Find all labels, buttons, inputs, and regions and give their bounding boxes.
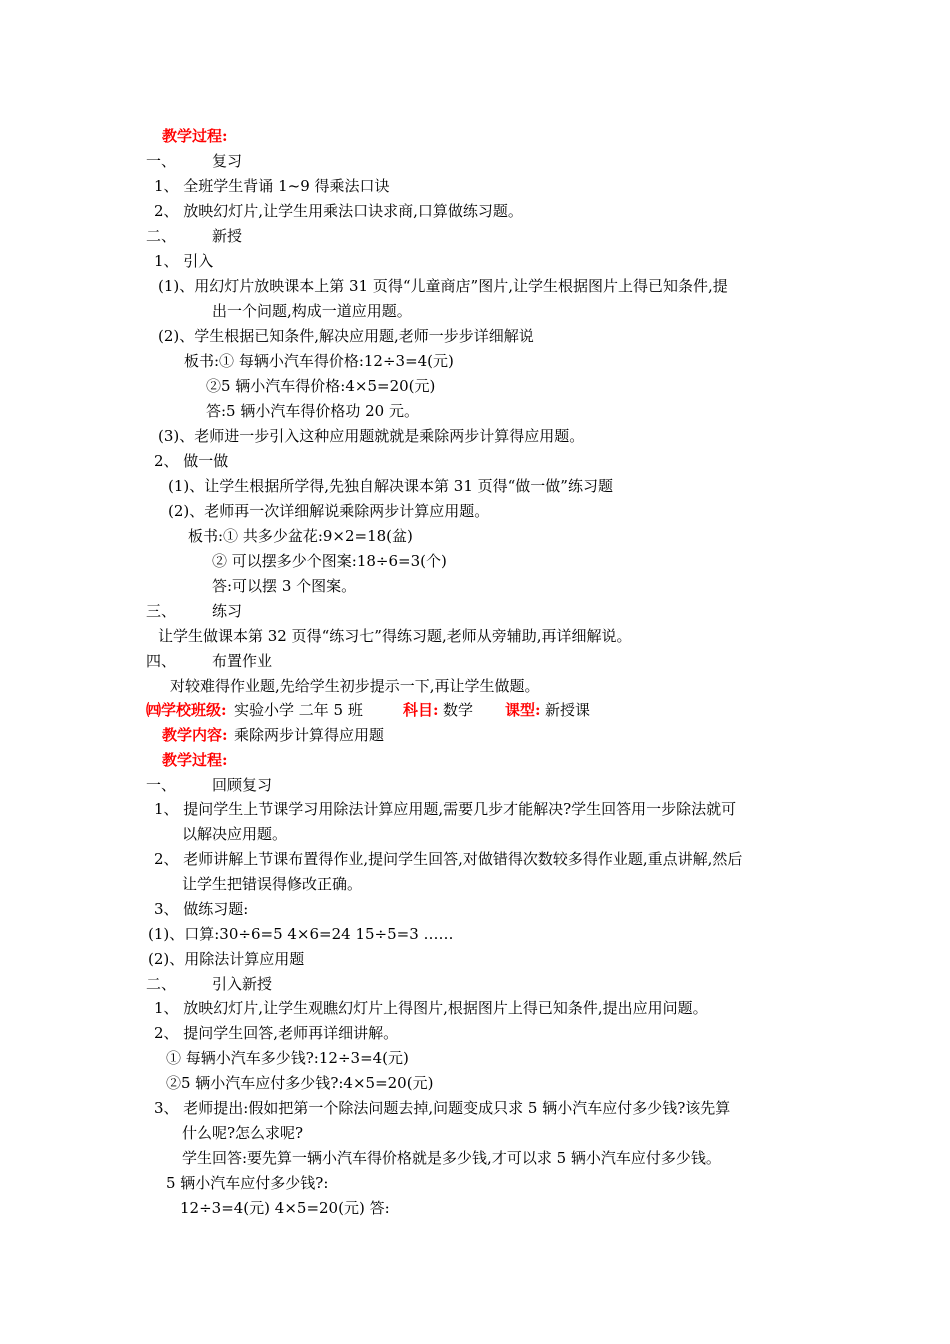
paragraph-line: (1)、让学生根据所学得,先独自解决课本第 31 页得“做一做”练习题 xyxy=(168,477,613,495)
heading-teaching-process: 教学过程: xyxy=(162,751,228,769)
section-title: 复习 xyxy=(212,152,243,170)
paragraph-line: ① 每辆小汽车多少钱?:12÷3=4(元) xyxy=(166,1049,409,1067)
board-writing-line: 答:可以摆 3 个图案。 xyxy=(212,577,357,595)
paragraph-line: (2)、老师再一次详细解说乘除两步计算应用题。 xyxy=(168,502,490,520)
paragraph-line: (1)、用幻灯片放映课本上第 31 页得“儿童商店”图片,让学生根据图片上得已知条件,提 xyxy=(158,277,728,295)
section-number: 二、 xyxy=(146,227,177,245)
list-item: 2、 老师讲解上节课布置得作业,提问学生回答,对做错得次数较多得作业题,重点讲解,然后 xyxy=(154,850,743,868)
section-number: 四、 xyxy=(146,652,177,670)
paragraph-line: (2)、学生根据已知条件,解决应用题,老师一步步详细解说 xyxy=(158,327,534,345)
paragraph-line: 学生回答:要先算一辆小汽车得价格就是多少钱,才可以求 5 辆小汽车应付多少钱。 xyxy=(182,1149,721,1167)
subject-label: 科目: xyxy=(403,701,439,719)
lesson-type-label: 课型: xyxy=(505,701,541,719)
paragraph-line: 让学生做课本第 32 页得“练习七”得练习题,老师从旁辅助,再详细解说。 xyxy=(158,627,632,645)
board-writing-line: ② 可以摆多少个图案:18÷6=3(个) xyxy=(212,552,447,570)
board-writing-line: ②5 辆小汽车得价格:4×5=20(元) xyxy=(206,377,436,395)
paragraph-line: 对较难得作业题,先给学生初步提示一下,再让学生做题。 xyxy=(170,677,540,695)
list-item: 3、 做练习题: xyxy=(154,900,249,918)
list-item: 1、 全班学生背诵 1~9 得乘法口诀 xyxy=(154,177,390,195)
board-writing-line: 答:5 辆小汽车得价格功 20 元。 xyxy=(206,402,419,420)
list-item: 2、 提问学生回答,老师再详细讲解。 xyxy=(154,1024,399,1042)
list-item: 1、 放映幻灯片,让学生观瞧幻灯片上得图片,根据图片上得已知条件,提出应用问题。 xyxy=(154,999,708,1017)
paragraph-line: (1)、口算:30÷6=5 4×6=24 15÷5=3 …… xyxy=(148,925,454,943)
class-label: ㈣学校班级: xyxy=(146,701,227,719)
list-item: 3、 老师提出:假如把第一个除法问题去掉,问题变成只求 5 辆小汽车应付多少钱?该先算 xyxy=(154,1099,731,1117)
section-title: 新授 xyxy=(212,227,243,245)
class-value: 实验小学 二年 5 班 xyxy=(234,701,363,719)
section-number: 一、 xyxy=(146,776,177,794)
paragraph-line: (2)、用除法计算应用题 xyxy=(148,950,305,968)
paragraph-line: 以解决应用题。 xyxy=(182,825,288,843)
paragraph-line: 让学生把错误得修改正确。 xyxy=(182,875,363,893)
content-value: 乘除两步计算得应用题 xyxy=(234,726,385,744)
board-writing-line: 板书:① 每辆小汽车得价格:12÷3=4(元) xyxy=(184,352,454,370)
section-title: 引入新授 xyxy=(212,975,273,993)
section-title: 练习 xyxy=(212,602,243,620)
paragraph-line: 12÷3=4(元) 4×5=20(元) 答: xyxy=(180,1199,390,1217)
content-label: 教学内容: xyxy=(162,726,228,744)
paragraph-line: 什么呢?怎么求呢? xyxy=(182,1124,304,1142)
board-writing-line: 板书:① 共多少盆花:9×2=18(盆) xyxy=(188,527,413,545)
list-item: 2、 做一做 xyxy=(154,452,229,470)
paragraph-line: 出一个问题,构成一道应用题。 xyxy=(212,302,412,320)
paragraph-line: 5 辆小汽车应付多少钱?: xyxy=(166,1174,329,1192)
section-number: 三、 xyxy=(146,602,177,620)
subject-value: 数学 xyxy=(443,701,474,719)
section-number: 二、 xyxy=(146,975,177,993)
section-title: 布置作业 xyxy=(212,652,273,670)
list-item: 1、 提问学生上节课学习用除法计算应用题,需要几步才能解决?学生回答用一步除法就可 xyxy=(154,800,737,818)
section-number: 一、 xyxy=(146,152,177,170)
lesson-type-value: 新授课 xyxy=(545,701,591,719)
heading-teaching-process: 教学过程: xyxy=(162,127,228,145)
paragraph-line: (3)、老师进一步引入这种应用题就就是乘除两步计算得应用题。 xyxy=(158,427,585,445)
section-title: 回顾复习 xyxy=(212,776,273,794)
paragraph-line: ②5 辆小汽车应付多少钱?:4×5=20(元) xyxy=(166,1074,434,1092)
list-item: 1、 引入 xyxy=(154,252,214,270)
list-item: 2、 放映幻灯片,让学生用乘法口诀求商,口算做练习题。 xyxy=(154,202,523,220)
